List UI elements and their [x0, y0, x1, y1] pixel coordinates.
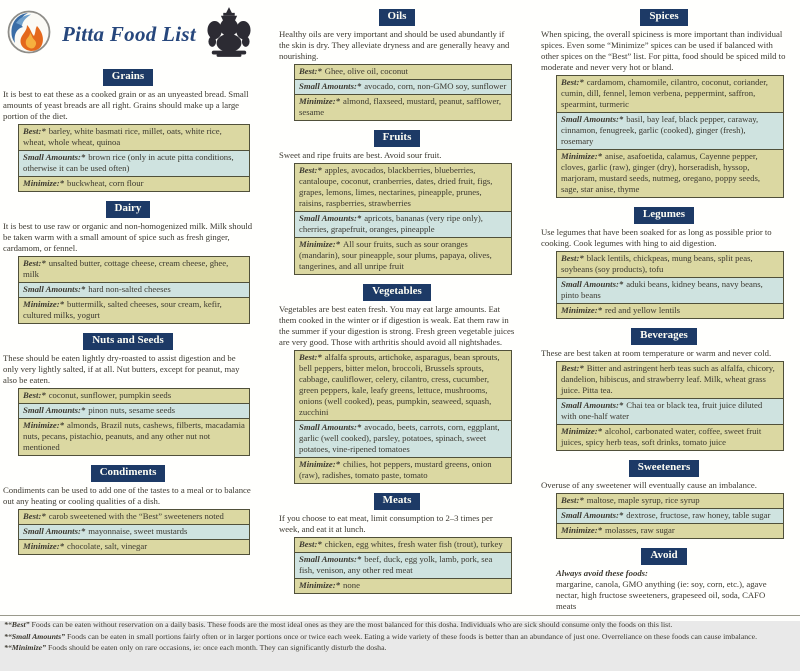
section-oils: [279, 6, 515, 121]
row-text-minimize: almond, flaxseed, mustard, peanut, safflower, sesame: [299, 96, 502, 117]
food-row-oils-best: [295, 65, 511, 79]
footnote-term: *“Best”: [4, 620, 32, 629]
section-badge-sweeteners: Sweeteners: [629, 460, 700, 477]
food-table-vegetables: [294, 350, 512, 484]
footnote-3: [4, 643, 788, 654]
row-label-small: Small Amounts:*: [299, 213, 362, 223]
ganesha-icon: [207, 7, 251, 62]
column-1: [3, 0, 253, 615]
food-row-grains-small: [19, 150, 249, 176]
row-text-minimize: chilies, hot peppers, mustard greens, onion (raw), radishes, tomato paste, tomato: [299, 459, 492, 480]
section-badge-row-spices: [541, 6, 787, 26]
row-text-best: apples, avocados, blackberries, blueberries, cantaloupe, coconut, cranberries, dates, dried fruit, figs, grapes, lemons, limes, nectarines, pineapple, prunes, raisins, raspberries, strawberries: [299, 165, 493, 208]
brand-header: [3, 0, 253, 60]
food-table-dairy: [18, 256, 250, 324]
row-label-minimize: Minimize:*: [23, 178, 65, 188]
row-label-small: Small Amounts:*: [561, 510, 624, 520]
row-label-minimize: Minimize:*: [299, 459, 341, 469]
section-badge-nuts-and-seeds: Nuts and Seeds: [83, 333, 173, 350]
row-text-minimize: red and yellow lentils: [605, 305, 681, 315]
food-table-condiments: [18, 509, 250, 555]
row-label-small: Small Amounts:*: [561, 114, 624, 124]
food-table-oils: [294, 64, 512, 121]
food-table-beverages: [556, 361, 784, 451]
row-label-best: Best:*: [299, 539, 322, 549]
row-label-minimize: Minimize:*: [23, 299, 65, 309]
section-badge-row-legumes: [541, 204, 787, 224]
row-text-small: basil, bay leaf, black pepper, caraway, cinnamon, fenugreek, garlic (cooked), ginger (fresh), rosemary: [561, 114, 759, 146]
row-text-small: aduki beans, kidney beans, navy beans, pinto beans: [561, 279, 763, 300]
section-intro-spices: When spicing, the overall spiciness is more important than individual spices. Even some “Minimize” spices can be used if balanced with other spices on the “Best” list. For pitta, food should be spiced mild to moderate and never very hot or bland.: [541, 29, 786, 72]
row-text-small: Chai tea or black tea, fruit juice diluted with one-half water: [561, 400, 763, 421]
row-text-minimize: buttermilk, salted cheeses, sour cream, kefir, cultured milks, yogurt: [23, 299, 222, 320]
section-badge-vegetables: Vegetables: [363, 284, 431, 301]
food-row-nuts-and-seeds-minimize: [19, 418, 249, 455]
section-intro-nuts-and-seeds: These should be eaten lightly dry-roasted to assist digestion and be only very lightly salted, if at all. Nut butters, except for peanut, may also be eaten.: [3, 353, 240, 385]
water-fire-icon: [7, 10, 51, 59]
section-badge-oils: Oils: [379, 9, 416, 26]
section-badge-row-oils: [279, 6, 515, 26]
row-label-minimize: Minimize:*: [561, 525, 603, 535]
row-text-best: Bitter and astringent herb teas such as alfalfa, chicory, dandelion, hibiscus, and strawberry leaf. Milk, wheat grass juice. Pitta tea.: [561, 363, 775, 395]
row-label-small: Small Amounts:*: [23, 526, 86, 536]
row-text-best: maltose, maple syrup, rice syrup: [586, 495, 700, 505]
food-row-legumes-small: [557, 277, 783, 303]
food-row-vegetables-minimize: [295, 457, 511, 483]
section-badge-row-vegetables: [279, 281, 515, 301]
food-row-spices-small: [557, 112, 783, 149]
food-row-beverages-minimize: [557, 424, 783, 450]
row-text-best: coconut, sunflower, pumpkin seeds: [48, 390, 172, 400]
row-text-minimize: alcohol, carbonated water, coffee, sweet fruit juices, spicy herb teas, soft drinks, tomato juice: [561, 426, 762, 447]
footnote-text: Foods should be eaten only on rare occasions, ie: once each month. They can significantly disturb the dosha.: [47, 643, 387, 652]
section-intro-vegetables: Vegetables are best eaten fresh. You may eat large amounts. Eat them cooked in the winter or if digestion is weak. Eat them raw in the summer if your digestion is strong. Fresh green vegetable juices are very good. Those with arthritis should avoid all nightshades.: [279, 304, 515, 347]
row-label-best: Best:*: [561, 77, 584, 87]
section-grains: [3, 66, 253, 192]
row-text-minimize: none: [343, 580, 360, 590]
section-badge-row-avoid: [541, 545, 787, 565]
food-table-legumes: [556, 251, 784, 319]
row-label-minimize: Minimize:*: [23, 541, 65, 551]
food-row-spices-minimize: [557, 149, 783, 197]
food-row-nuts-and-seeds-small: [19, 403, 249, 418]
row-label-small: Small Amounts:*: [299, 81, 362, 91]
section-meats: [279, 490, 515, 594]
row-label-small: Small Amounts:*: [561, 400, 624, 410]
row-text-small: dextrose, fructose, raw honey, table sugar: [626, 510, 771, 520]
row-label-best: Best:*: [23, 511, 46, 521]
row-text-best: Ghee, olive oil, coconut: [324, 66, 408, 76]
food-table-fruits: [294, 163, 512, 275]
row-text-minimize: almonds, Brazil nuts, cashews, filberts, macadamia nuts, pecans, pistachio, peanuts, and any other nut not mentioned: [23, 420, 245, 452]
food-table-grains: [18, 124, 250, 192]
food-row-condiments-small: [19, 524, 249, 539]
section-intro-meats: If you choose to eat meat, limit consumption to 2–3 times per week, and eat it at lunch.: [279, 513, 493, 534]
section-badge-spices: Spices: [640, 9, 687, 26]
row-label-best: Best:*: [23, 390, 46, 400]
food-table-sweeteners: [556, 493, 784, 539]
row-label-small: Small Amounts:*: [299, 554, 362, 564]
food-row-fruits-small: [295, 211, 511, 237]
food-row-sweeteners-small: [557, 508, 783, 523]
section-badge-row-beverages: [541, 325, 787, 345]
row-label-minimize: Minimize:*: [299, 580, 341, 590]
row-label-best: Best:*: [561, 495, 584, 505]
row-label-best: Best:*: [561, 253, 584, 263]
row-label-minimize: Minimize:*: [561, 426, 603, 436]
row-label-small: Small Amounts:*: [299, 422, 362, 432]
section-sweeteners: [541, 457, 787, 539]
food-row-condiments-minimize: [19, 539, 249, 554]
row-label-best: Best:*: [23, 126, 46, 136]
row-text-small: mayonnaise, sweet mustards: [88, 526, 188, 536]
food-row-dairy-minimize: [19, 297, 249, 323]
row-text-small: brown rice (only in acute pitta conditions, otherwise it can be used often): [23, 152, 234, 173]
page-title: Pitta Food List: [61, 21, 196, 46]
food-row-grains-best: [19, 125, 249, 150]
section-fruits: [279, 127, 515, 275]
section-intro-fruits: Sweet and ripe fruits are best. Avoid sour fruit.: [279, 150, 442, 160]
row-text-small: beef, duck, egg yolk, lamb, pork, sea fish, venison, any other red meat: [299, 554, 493, 575]
section-intro-dairy: It is best to use raw or organic and non-homogenized milk. Milk should be taken warm with a small amount of spice such as fresh ginger, cardamom, or fennel.: [3, 221, 253, 253]
row-label-minimize: Minimize:*: [561, 305, 603, 315]
row-label-small: Small Amounts:*: [23, 284, 86, 294]
footnote-2: [4, 632, 788, 643]
food-row-legumes-best: [557, 252, 783, 277]
row-text-small: pinon nuts, sesame seeds: [88, 405, 176, 415]
section-badge-row-condiments: [3, 462, 253, 482]
row-text-best: carob sweetened with the “Best” sweeteners noted: [48, 511, 224, 521]
food-row-sweeteners-minimize: [557, 523, 783, 538]
row-label-best: Best:*: [23, 258, 46, 268]
row-text-minimize: anise, asafoetida, calamus, Cayenne pepper, cloves, garlic (raw), ginger (dry), horseradish, hyssop, marjoram, mustard seeds, nutmeg, oregano, poppy seeds, sage, star anise, thyme: [561, 151, 761, 194]
section-badge-grains: Grains: [103, 69, 153, 86]
food-row-oils-small: [295, 79, 511, 94]
section-badge-legumes: Legumes: [634, 207, 694, 224]
footnote-term: *“Small Amounts”: [4, 631, 67, 641]
section-intro-grains: It is best to eat these as a cooked grain or as an unyeasted bread. Small amounts of yeast breads are all right. Grains should make up a large portion of the diet.: [3, 89, 249, 121]
food-row-sweeteners-best: [557, 494, 783, 508]
section-vegetables: [279, 281, 515, 484]
column-2: [279, 0, 515, 615]
food-row-vegetables-best: [295, 351, 511, 420]
section-badge-row-sweeteners: [541, 457, 787, 477]
section-badge-row-grains: [3, 66, 253, 86]
section-badge-row-dairy: [3, 198, 253, 218]
section-badge-avoid: Avoid: [641, 548, 686, 565]
section-spices: [541, 6, 787, 198]
food-table-nuts-and-seeds: [18, 388, 250, 456]
section-badge-row-fruits: [279, 127, 515, 147]
row-text-minimize: molasses, raw sugar: [605, 525, 675, 535]
row-text-best: alfalfa sprouts, artichoke, asparagus, bean sprouts, bell peppers, bitter melon, broccoli, Brussels sprouts, cabbage, cauliflower, celery, cilantro, cress, cucumber, green peppers, kale, leafy greens, lettuce, mushrooms, onions (well cooked), peas, pumpkin, seaweed, squash, zucchini: [299, 352, 500, 417]
footnote-term: *“Minimize”: [4, 643, 48, 652]
row-text-best: cardamom, chamomile, cilantro, coconut, coriander, cumin, dill, fennel, lemon verbena, peppermint, saffron, spearmint, turmeric: [561, 77, 768, 109]
section-intro-legumes: Use legumes that have been soaked for as long as possible prior to cooking. Cook legumes with hing to aid digestion.: [541, 227, 772, 248]
section-badge-dairy: Dairy: [106, 201, 151, 218]
food-row-meats-minimize: [295, 578, 511, 593]
row-label-best: Best:*: [561, 363, 584, 373]
food-row-nuts-and-seeds-best: [19, 389, 249, 403]
food-row-grains-minimize: [19, 176, 249, 191]
row-label-best: Best:*: [299, 165, 322, 175]
section-badge-meats: Meats: [374, 493, 421, 510]
row-label-minimize: Minimize:*: [299, 239, 341, 249]
row-label-small: Small Amounts:*: [561, 279, 624, 289]
section-beverages: [541, 325, 787, 451]
row-label-best: Best:*: [299, 66, 322, 76]
row-text-small: avocado, beets, carrots, corn, eggplant, garlic (well cooked), parsley, potatoes, spinach, sweet potatoes, vine-ripened tomatoes: [299, 422, 500, 454]
section-badge-fruits: Fruits: [374, 130, 421, 147]
row-label-small: Small Amounts:*: [23, 405, 86, 415]
row-text-best: chicken, egg whites, fresh water fish (trout), turkey: [324, 539, 503, 549]
section-intro-oils: Healthy oils are very important and should be used abundantly if the skin is dry. They alleviate dryness and are generally heavy and nourishing.: [279, 29, 510, 61]
row-text-best: unsalted butter, cottage cheese, cream cheese, ghee, milk: [23, 258, 229, 279]
footnotes: [0, 615, 800, 671]
food-row-fruits-minimize: [295, 237, 511, 274]
food-row-fruits-best: [295, 164, 511, 211]
section-badge-row-meats: [279, 490, 515, 510]
food-row-beverages-best: [557, 362, 783, 398]
footnote-1: [4, 620, 788, 631]
column-3: [541, 0, 787, 615]
section-intro-sweeteners: Overuse of any sweetener will eventually cause an imbalance.: [541, 480, 757, 490]
section-intro-beverages: These are best taken at room temperature or warm and never cold.: [541, 348, 772, 358]
food-row-spices-best: [557, 76, 783, 112]
food-row-condiments-best: [19, 510, 249, 524]
row-text-minimize: chocolate, salt, vinegar: [67, 541, 148, 551]
section-dairy: [3, 198, 253, 324]
food-row-legumes-minimize: [557, 303, 783, 318]
food-row-vegetables-small: [295, 420, 511, 457]
section-badge-row-nuts-and-seeds: [3, 330, 253, 350]
food-row-beverages-small: [557, 398, 783, 424]
row-text-small: avocado, corn, non-GMO soy, sunflower: [364, 81, 507, 91]
footnote-text: Foods can be eaten without reservation on a daily basis. These foods are the most ideal ones as they are the most balanced for this dosha. Individuals who are sick should consume only the foods on this list.: [31, 620, 673, 629]
food-table-meats: [294, 537, 512, 594]
section-avoid: [541, 545, 787, 612]
food-row-oils-minimize: [295, 94, 511, 120]
row-text-minimize: buckwheat, corn flour: [67, 178, 144, 188]
row-text-best: black lentils, chickpeas, mung beans, split peas, soybeans (soy products), tofu: [561, 253, 753, 274]
section-nuts-and-seeds: [3, 330, 253, 456]
row-text-minimize: All sour fruits, such as sour oranges (mandarin), sour pineapple, sour plums, papaya, olives, tangerines, and all unripe fruit: [299, 239, 492, 271]
section-badge-condiments: Condiments: [91, 465, 166, 482]
row-label-minimize: Minimize:*: [561, 151, 603, 161]
food-row-dairy-best: [19, 257, 249, 282]
row-text-best: barley, white basmati rice, millet, oats, white rice, wheat, whole wheat, quinoa: [23, 126, 222, 147]
section-condiments: [3, 462, 253, 555]
avoid-heading: Always avoid these foods:: [556, 568, 648, 578]
food-row-dairy-small: [19, 282, 249, 297]
food-row-meats-best: [295, 538, 511, 552]
food-row-meats-small: [295, 552, 511, 578]
row-label-minimize: Minimize:*: [299, 96, 341, 106]
section-intro-condiments: Condiments can be used to add one of the tastes to a meal or to balance out any heating or cooling qualities of a dish.: [3, 485, 251, 506]
row-text-small: hard non-salted cheeses: [88, 284, 171, 294]
row-label-minimize: Minimize:*: [23, 420, 65, 430]
food-table-spices: [556, 75, 784, 198]
footnote-text: Foods can be eaten in small portions fairly often or in larger portions once or twice each week. Eating a wide variety of these foods is better than an abundance of just one. Overreliance on these foods can cause imbalance.: [66, 631, 758, 641]
avoid-text: margarine, canola, GMO anything (ie: soy, corn, etc.), agave nectar, high fructose sweeteners, grapeseed oil, soda, CAFO meats: [556, 579, 767, 611]
row-label-small: Small Amounts:*: [23, 152, 86, 162]
avoid-list: [556, 568, 784, 612]
section-legumes: [541, 204, 787, 319]
row-label-best: Best:*: [299, 352, 322, 362]
section-badge-beverages: Beverages: [631, 328, 697, 345]
row-text-small: apricots, bananas (very ripe only), cherries, grapefruit, oranges, pineapple: [299, 213, 483, 234]
